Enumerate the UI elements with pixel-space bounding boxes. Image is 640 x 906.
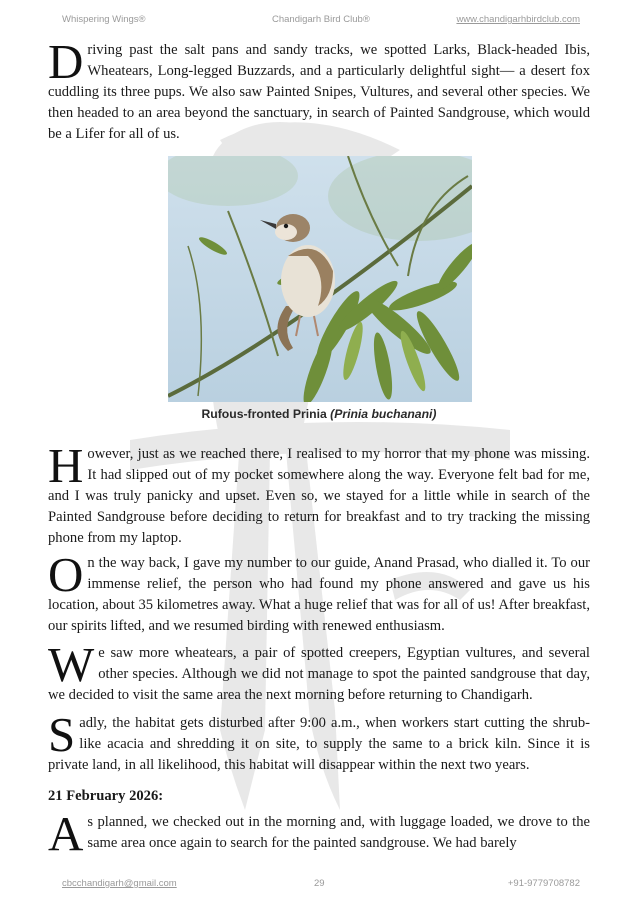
paragraph-text: adly, the habitat gets disturbed after 9:00 a.m., when workers start cutting the shrub-like acacia and shredding it on site, to supply the same to a brick kiln. Since it is private land, in all likelihood, this habitat will disappear within the next two years. (48, 715, 590, 774)
header-website-link[interactable]: www.chandigarhbirdclub.com (456, 14, 580, 25)
photo-caption (48, 407, 590, 421)
footer-phone: +91-9779708782 (507, 878, 580, 889)
paragraph-1 (48, 34, 590, 145)
page-footer (62, 878, 580, 892)
rufous-fronted-prinia-image (168, 156, 472, 402)
header-magazine-name: Whispering Wings® (62, 14, 146, 25)
paragraph-text: riving past the salt pans and sandy tracks, we spotted Larks, Black-headed Ibis, Wheatears, Long-legged Buzzards, and a particularly delightful sight— a desert fox cuddling its three pups. We also saw Painted Snipes, Vultures, and several other species. We then headed to an area beyond the sanctuary, in search of Painted Sandgrouse, which would be a Lifer for all of us. (48, 42, 590, 143)
paragraph-3 (48, 547, 590, 637)
paragraph-text: owever, just as we reached there, I realised to my horror that my phone was missing. It had slipped out of my pocket somewhere along the way. Everyone felt bad for me, and I was truly panicky and upset. Even so, we stayed for a little while in search of the Painted Sandgrouse before deciding to return for breakfast and to try tracking the missing phone from my laptop. (48, 446, 590, 547)
drop-cap: O (48, 547, 84, 602)
paragraph-4 (48, 637, 590, 706)
caption-common-name: Rufous-fronted Prinia (201, 407, 331, 421)
paragraph-text: e saw more wheatears, a pair of spotted creepers, Egyptian vultures, and several other species. Although we did not manage to spot the painted sandgrouse that day, we decided to visit the same area the next morning before returning to Chandigarh. (48, 645, 590, 704)
bird-photo (168, 156, 472, 402)
paragraph-5 (48, 707, 590, 776)
paragraph-text: n the way back, I gave my number to our guide, Anand Prasad, who dialled it. To our immense relief, the person who had found my phone answered and gave us his location, about 35 kilometres away. What a huge relief that was for all of us! After breakfast, our spirits lifted, and we resumed birding with renewed enthusiasm. (48, 555, 590, 635)
page-number: 29 (314, 878, 325, 889)
drop-cap: H (48, 438, 84, 493)
drop-cap: W (48, 637, 95, 692)
date-heading: 21 February 2026: (48, 788, 164, 804)
paragraph-2 (48, 438, 590, 549)
header-club-name: Chandigarh Bird Club® (272, 14, 370, 25)
drop-cap: S (48, 707, 76, 762)
paragraph-text: s planned, we checked out in the morning and, with luggage loaded, we drove to the same area once again to search for the painted sandgrouse. We had barely (87, 814, 590, 852)
caption-scientific-name: (Prinia buchanani) (330, 407, 437, 421)
footer-email-link[interactable]: cbcchandigarh@gmail.com (62, 878, 177, 889)
page-header (62, 14, 580, 28)
drop-cap: A (48, 806, 84, 861)
paragraph-6 (48, 806, 590, 861)
drop-cap: D (48, 34, 84, 89)
